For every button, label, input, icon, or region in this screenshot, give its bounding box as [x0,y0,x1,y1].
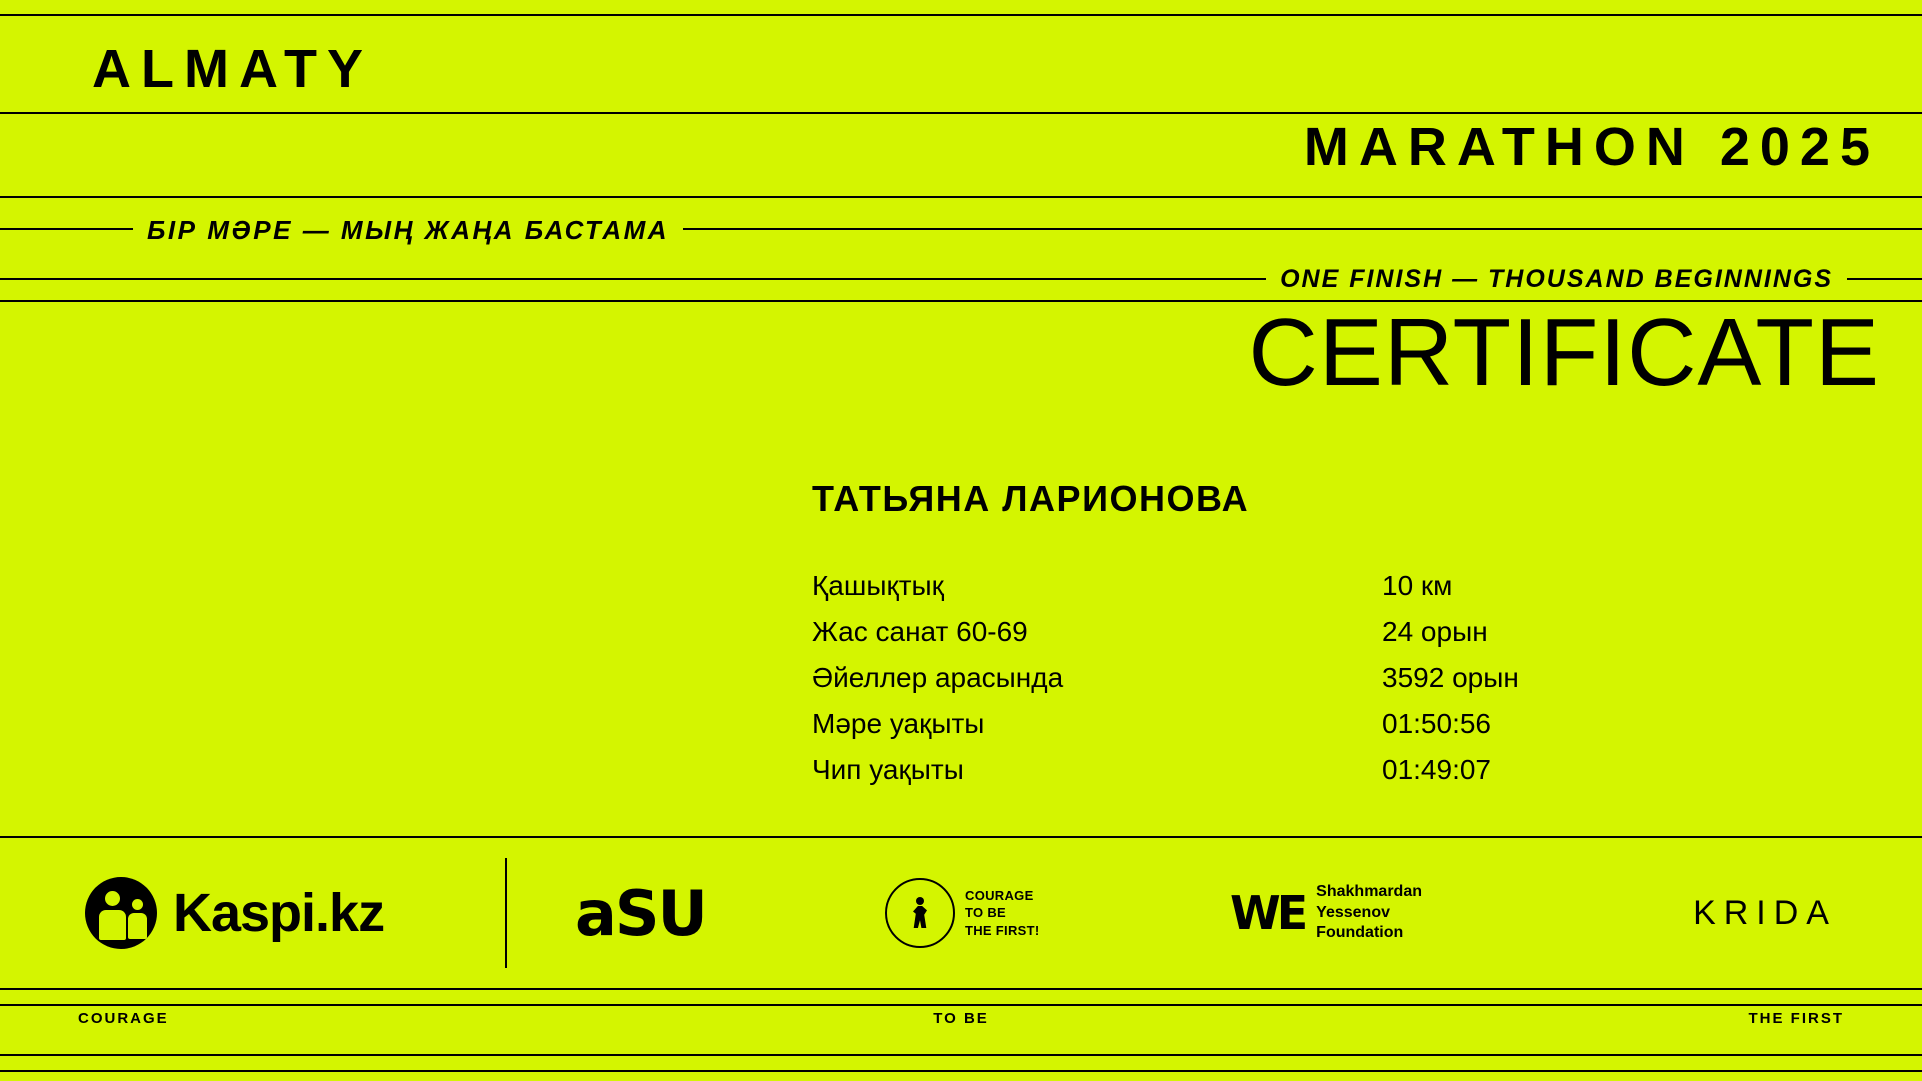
result-label: Қашықтық [812,570,944,601]
slogan-kazakh: БІР МӘРЕ — МЫҢ ЖАҢА БАСТАМА [133,215,683,246]
results-table [812,570,1872,800]
yessenov-line-3: Foundation [1316,924,1404,942]
result-row [812,754,1872,786]
participant-name: ТАТЬЯНА ЛАРИОНОВА [812,478,1250,519]
runner-figure-icon [908,897,932,929]
result-row [812,616,1872,648]
kaspi-wordmark: Kaspi.kz [173,883,385,943]
kaspi-figure-body-icon [128,913,147,939]
kaspi-figure-head-icon [132,899,143,910]
result-row [812,708,1872,740]
divider-line [0,1070,1922,1072]
courage-fund-icon [885,878,955,948]
sponsor-courage [885,878,1040,948]
divider-line [0,1054,1922,1056]
divider-line [0,988,1922,990]
footer-text-center: TO BE [933,1009,989,1027]
result-value: 10 км [1382,570,1453,601]
divider-line [0,196,1922,198]
footer-text-left: COURAGE [78,1009,169,1027]
result-row [812,662,1872,694]
result-label: Чип уақыты [812,754,964,785]
yessenov-line-2: Yessenov [1316,903,1390,921]
result-value: 3592 орын [1382,662,1519,693]
kaspi-logo-icon [85,877,157,949]
sponsor-yessenov [1230,882,1422,944]
courage-line-2: TO BE [965,905,1006,921]
city-title: ALMATY [92,39,373,99]
yessenov-logo-icon: WE [1230,885,1305,940]
footer-text-right: THE FIRST [1748,1009,1844,1027]
slogan-english: ONE FINISH — THOUSAND BEGINNINGS [1266,265,1847,294]
page-title: CERTIFICATE [1248,299,1880,406]
result-label: Әйеллер арасында [812,662,1064,693]
sponsor-krida-wordmark: KRIDA [1693,893,1837,932]
sponsor-asu-wordmark: aSU [575,876,706,950]
yessenov-line-1: Shakhmardan [1316,882,1422,900]
result-label: Мәре уақыты [812,708,985,739]
event-title: MARATHON 2025 [1303,117,1880,177]
courage-line-3: THE FIRST! [965,922,1040,938]
result-value: 01:49:07 [1382,754,1491,785]
sponsor-divider [505,858,507,968]
result-value: 01:50:56 [1382,708,1491,739]
courage-line-1: COURAGE [965,887,1034,903]
divider-line [0,112,1922,114]
divider-line [0,1004,1922,1006]
sponsor-kaspi [85,877,384,949]
divider-line [0,14,1922,16]
result-value: 24 орын [1382,616,1488,647]
result-label: Жас санат 60-69 [812,616,1028,647]
result-row [812,570,1872,602]
sponsor-bar [0,838,1922,988]
courage-fund-label [965,887,1040,940]
yessenov-foundation-label [1316,882,1422,944]
